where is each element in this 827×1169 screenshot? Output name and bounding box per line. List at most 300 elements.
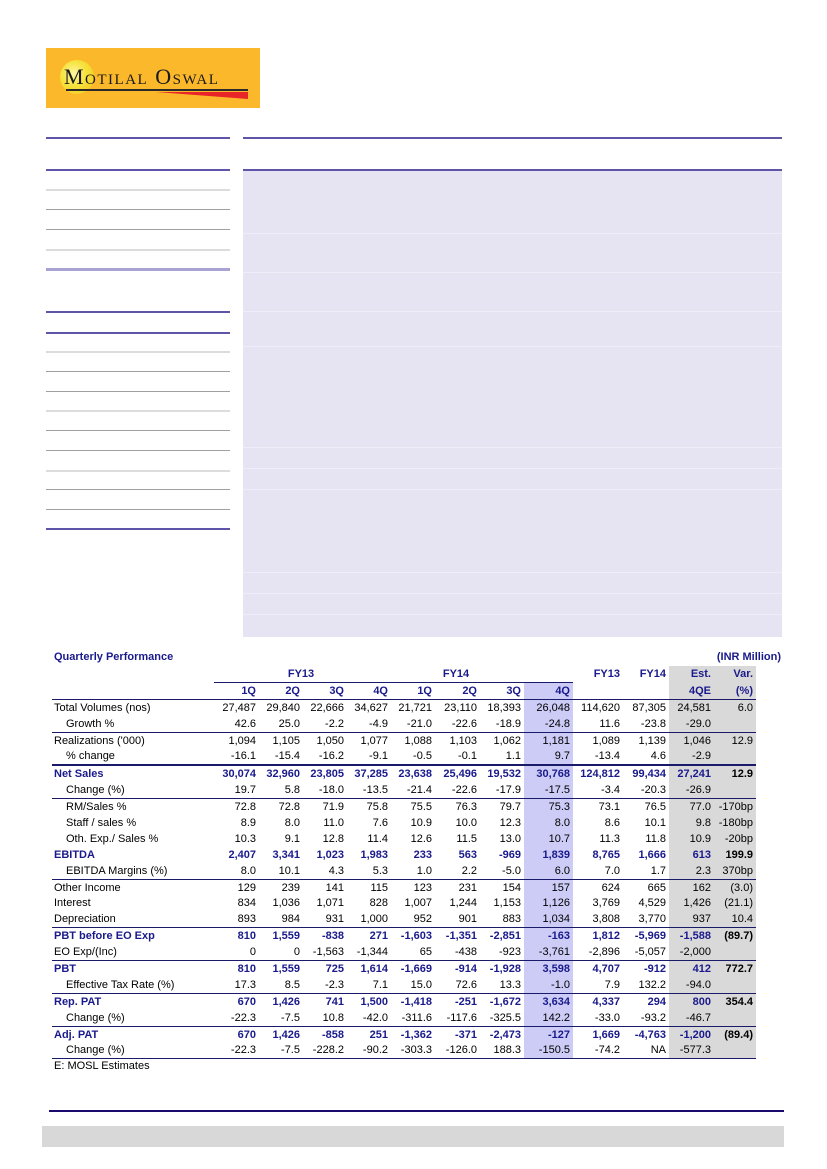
divider [46,489,230,490]
value-cell: -3.4 [601,784,620,797]
value-cell: -7.5 [281,1011,300,1024]
footer-bar [42,1126,784,1147]
value-cell: 76.3 [435,799,480,815]
value-cell: -13.5 [362,784,388,797]
row-label: Total Volumes (nos) [54,701,151,714]
value-cell: -13.4 [594,750,620,763]
value-cell: (3.0) [714,879,756,895]
value-cell: 4.3 [328,864,344,877]
value-cell: -16.1 [230,750,256,763]
value-cell: 42.6 [234,717,256,730]
value-cell: 7.6 [372,816,388,829]
value-cell: 72.8 [214,799,259,815]
value-cell: 3,341 [272,848,300,861]
value-cell: 30,074 [214,765,259,782]
divider [46,509,230,510]
value-cell: 6.0 [714,699,756,715]
value-cell: 124,812 [573,765,623,782]
divider [46,249,230,251]
value-cell: 800 [669,993,714,1009]
row-label: Realizations ('000) [52,732,214,748]
table-row [52,699,756,715]
value-cell: 188.3 [480,1042,524,1058]
value-cell: 26,048 [524,699,573,715]
value-cell: -577.3 [669,1042,714,1058]
value-cell: 4,529 [638,897,666,910]
value-cell: 901 [458,913,477,926]
value-cell: 5.3 [372,864,388,877]
value-cell: 18,393 [487,701,521,714]
value-cell: 25,496 [435,765,480,782]
value-cell: 10.9 [410,816,432,829]
table-row [52,748,756,765]
divider [46,189,230,191]
value-cell: -22.6 [451,717,477,730]
value-cell: 2.3 [669,863,714,879]
divider [46,311,230,313]
value-cell: 233 [413,848,432,861]
value-cell: 1,139 [623,732,669,748]
value-cell: -923 [498,946,521,959]
value-cell [714,977,756,993]
value-cell: 10.0 [455,816,477,829]
value-cell: 11.6 [599,717,620,730]
value-cell: 114,620 [581,701,620,714]
table-row [52,716,756,732]
value-cell: 24,581 [669,699,714,715]
value-cell: -1,563 [312,946,344,959]
table-row [52,961,756,977]
value-cell: 25.0 [278,717,300,730]
value-cell: 1,614 [347,961,391,977]
value-cell: 1,426 [669,895,714,911]
row-label: Net Sales [52,765,214,782]
value-cell [714,716,756,732]
table-title: Quarterly Performance [54,651,174,663]
value-cell: 23,638 [391,765,435,782]
row-label: Oth. Exp./ Sales % [66,832,159,845]
value-cell: 810 [214,928,259,944]
table-row [52,944,756,960]
value-cell: 3,634 [524,993,573,1009]
value-cell: 75.8 [347,799,391,815]
value-cell: -33.0 [594,1011,620,1024]
value-cell: 1,103 [435,732,480,748]
value-cell: -5,969 [623,928,669,944]
value-cell: 154 [480,879,524,895]
divider [243,468,782,469]
value-cell: 3,769 [592,897,620,910]
table-row [52,831,756,847]
value-cell: 10.1 [278,864,300,877]
footer-rule [49,1110,784,1112]
value-cell: 1,034 [524,911,573,927]
value-cell: 11.4 [367,832,388,845]
table-row [52,895,756,911]
value-cell: 1,181 [524,732,573,748]
subheader-cell: 4Q [347,682,391,699]
value-cell: 8.0 [240,864,256,877]
table-row [52,911,756,927]
divider [46,410,230,412]
value-cell: 13.3 [499,978,521,991]
divider [46,391,230,392]
value-cell: 2.2 [461,864,477,877]
value-cell: 613 [669,847,714,863]
value-cell: 72.6 [455,978,477,991]
divider [46,268,230,271]
value-cell: 12.6 [410,832,432,845]
value-cell: -22.3 [230,1011,256,1024]
table-row [52,863,756,879]
value-cell: -126.0 [435,1042,480,1058]
value-cell: -20bp [714,831,756,847]
row-label: Other Income [52,879,214,895]
value-cell: 37,285 [347,765,391,782]
value-cell: -3,761 [524,944,573,960]
value-cell: 13.0 [499,832,521,845]
value-cell: -2,473 [480,1026,524,1042]
value-cell: -29.0 [669,716,714,732]
subheader-cell: (%) [714,682,756,699]
value-cell: 1.1 [505,750,521,763]
table-unit: (INR Million) [716,651,781,663]
value-cell: 1,094 [214,732,259,748]
header-row-quarters [52,682,756,699]
value-cell: -180bp [714,815,756,831]
value-cell: 22,666 [310,701,344,714]
value-cell: 6.0 [524,863,573,879]
value-cell: 1,126 [524,895,573,911]
value-cell: 75.5 [391,799,435,815]
value-cell: -16.2 [318,750,344,763]
value-cell: 7.0 [604,864,620,877]
value-cell: 11.5 [456,832,477,845]
motilal-oswal-logo [46,48,260,108]
value-cell: 5.8 [284,784,300,797]
row-label: Change (%) [52,1042,214,1058]
value-cell: 162 [669,879,714,895]
row-label: Staff / sales % [66,816,137,829]
value-cell: -914 [435,961,480,977]
divider [46,332,230,334]
value-cell: -127 [524,1026,573,1042]
value-cell: 115 [347,879,391,895]
value-cell: -4,763 [623,1026,669,1042]
divider [243,447,782,448]
value-cell: 21,721 [398,701,432,714]
value-cell: 27,241 [669,765,714,782]
value-cell: 19,532 [480,765,524,782]
value-cell: 23,805 [303,765,347,782]
value-cell: -228.2 [303,1042,347,1058]
value-cell: 931 [325,913,344,926]
table-row [52,782,756,798]
value-cell: 32,960 [259,765,303,782]
value-cell: -2,000 [669,944,714,960]
value-cell: -9.1 [369,750,388,763]
value-cell: -0.1 [458,750,477,763]
value-cell: 354.4 [714,993,756,1009]
value-cell: 10.3 [234,832,256,845]
right-panel [243,169,782,637]
row-label: EO Exp/(Inc) [54,946,117,959]
divider [243,593,782,594]
brand-name: Motilal Oswal [64,64,220,89]
value-cell: -2.9 [669,748,714,765]
value-cell: -1,200 [669,1026,714,1042]
value-cell: 1,023 [316,848,344,861]
value-cell: 937 [669,911,714,927]
table-row [52,928,756,944]
table-row [52,977,756,993]
value-cell: -18.9 [495,717,521,730]
table-row [52,765,756,782]
value-cell: 27,487 [222,701,256,714]
value-cell: 8,765 [592,848,620,861]
value-cell: -0.5 [413,750,432,763]
value-cell: 1,669 [573,1026,623,1042]
value-cell: 665 [623,879,669,895]
value-cell: (21.1) [714,895,756,911]
subheader-cell [623,682,669,699]
value-cell: 65 [419,946,432,959]
header-fy13-full: FY13 [593,668,620,681]
value-cell: 1,500 [347,993,391,1009]
divider [243,311,782,312]
value-cell: 9.7 [524,748,573,765]
value-cell: 670 [214,993,259,1009]
value-cell: -20.3 [640,784,666,797]
subheader-cell: 4Q [524,682,573,699]
value-cell: 1,812 [573,928,623,944]
table-row [52,1042,756,1058]
row-label: RM/Sales % [52,799,214,815]
value-cell: 1,088 [391,732,435,748]
value-cell: 670 [214,1026,259,1042]
row-label: Effective Tax Rate (%) [66,978,175,991]
value-cell: 294 [623,993,669,1009]
subheader-cell: 2Q [259,682,303,699]
value-cell: 810 [214,961,259,977]
row-label: PBT [52,961,214,977]
value-cell: -1,603 [391,928,435,944]
value-cell: -311.6 [401,1011,432,1024]
value-cell: -251 [435,993,480,1009]
value-cell: 624 [573,879,623,895]
table-row [52,993,756,1009]
value-cell: 129 [214,879,259,895]
value-cell: 1,426 [259,993,303,1009]
row-label: EBITDA Margins (%) [66,864,168,877]
value-cell: -1.0 [524,977,573,993]
divider [243,346,782,347]
value-cell: 8.0 [284,816,300,829]
value-cell: 141 [303,879,347,895]
subheader-cell: 3Q [303,682,347,699]
value-cell: 1,153 [493,897,521,910]
value-cell: -1,588 [669,928,714,944]
value-cell: 952 [413,913,432,926]
subheader-cell: 1Q [214,682,259,699]
value-cell: 11.3 [599,832,620,845]
row-label: Adj. PAT [52,1026,214,1042]
value-cell: 1,559 [259,928,303,944]
value-cell: 1,000 [360,913,388,926]
value-cell: 8.5 [284,978,300,991]
divider [243,272,782,273]
value-cell: 30,768 [524,765,573,782]
row-label: Rep. PAT [52,993,214,1009]
row-label: Depreciation [54,913,116,926]
value-cell: -170bp [714,799,756,815]
value-cell: 10.9 [669,831,714,847]
value-cell: 77.0 [669,799,714,815]
value-cell: 10.1 [644,816,666,829]
divider [46,470,230,472]
value-cell: NA [623,1042,669,1058]
value-cell: 251 [347,1026,391,1042]
value-cell: -325.5 [489,1011,521,1024]
value-cell: 19.7 [234,784,256,797]
value-cell: 12.8 [322,832,344,845]
value-cell: 71.9 [303,799,347,815]
value-cell: 984 [281,913,300,926]
value-cell: -22.6 [451,784,477,797]
divider [46,137,230,139]
value-cell: 1,036 [272,897,300,910]
value-cell: 1.0 [416,864,432,877]
table-row [52,1026,756,1042]
value-cell: -21.4 [406,784,432,797]
quarterly-performance-table [52,666,756,1059]
value-cell: 10.7 [524,831,573,847]
table-row [52,847,756,863]
divider [46,351,230,353]
right-panel-top-rule [243,137,782,139]
value-cell: -1,418 [391,993,435,1009]
value-cell: 7.9 [604,978,620,991]
value-cell: 1.7 [650,864,666,877]
value-cell: 123 [391,879,435,895]
divider [46,430,230,431]
value-cell: 7.1 [372,978,388,991]
value-cell: 1,071 [316,897,344,910]
value-cell: -303.3 [391,1042,435,1058]
value-cell: 15.0 [410,978,432,991]
value-cell: 11.0 [323,816,344,829]
subheader-cell: 4QE [669,682,714,699]
value-cell: -1,344 [356,946,388,959]
value-cell: 4,337 [573,993,623,1009]
value-cell: -2,896 [588,946,620,959]
value-cell: 87,305 [632,701,666,714]
value-cell: 271 [347,928,391,944]
value-cell: 3,770 [638,913,666,926]
value-cell: 12.9 [714,732,756,748]
value-cell: 1,089 [573,732,623,748]
value-cell: 142.2 [524,1010,573,1026]
value-cell: 79.7 [480,799,524,815]
value-cell: 1,839 [524,847,573,863]
value-cell: -150.5 [524,1042,573,1058]
value-cell: 10.4 [714,911,756,927]
value-cell: 132.2 [638,978,666,991]
row-label: % change [66,750,115,763]
value-cell: -1,928 [480,961,524,977]
value-cell: -23.8 [640,717,666,730]
value-cell: -15.4 [274,750,300,763]
value-cell: 17.3 [234,978,256,991]
value-cell: 157 [524,879,573,895]
value-cell: 4,707 [573,961,623,977]
value-cell: 1,050 [303,732,347,748]
value-cell: -42.0 [362,1011,388,1024]
subheader-cell [573,682,623,699]
value-cell [714,1042,756,1058]
value-cell: 834 [237,897,256,910]
value-cell: 370bp [714,863,756,879]
value-cell [714,1010,756,1026]
value-cell: -5,057 [634,946,666,959]
divider [243,489,782,490]
value-cell: 0 [293,946,300,959]
header-fy14-full: FY14 [639,668,666,681]
value-cell: -1,362 [391,1026,435,1042]
value-cell: -26.9 [669,782,714,798]
row-label: Growth % [66,717,115,730]
logo-swoosh-icon [156,92,248,99]
table-row [52,732,756,748]
value-cell: 73.1 [573,799,623,815]
value-cell [714,782,756,798]
value-cell: -2.3 [325,978,344,991]
value-cell: -969 [498,848,521,861]
value-cell: -5.0 [502,864,521,877]
value-cell: -838 [303,928,347,944]
table-row [52,879,756,895]
value-cell: 12.3 [499,816,521,829]
value-cell: -163 [524,928,573,944]
value-cell: 893 [237,913,256,926]
row-label: Change (%) [66,784,125,797]
value-cell: 75.3 [524,799,573,815]
divider [46,169,230,171]
value-cell: -438 [454,946,477,959]
divider [46,209,230,210]
table-row [52,815,756,831]
header-fy13: FY13 [214,666,391,682]
divider [243,572,782,573]
value-cell: -21.0 [406,717,432,730]
value-cell: -2,851 [480,928,524,944]
subheader-cell: 3Q [480,682,524,699]
divider [46,528,230,530]
value-cell: 1,062 [480,732,524,748]
value-cell [714,748,756,765]
divider [46,450,230,451]
value-cell: -858 [303,1026,347,1042]
subheader-cell: 2Q [435,682,480,699]
value-cell: 239 [259,879,303,895]
divider [243,233,782,234]
value-cell: 34,627 [354,701,388,714]
value-cell: 72.8 [259,799,303,815]
value-cell [714,944,756,960]
value-cell: 1,077 [347,732,391,748]
value-cell: -912 [623,961,669,977]
row-label: PBT before EO Exp [52,928,214,944]
